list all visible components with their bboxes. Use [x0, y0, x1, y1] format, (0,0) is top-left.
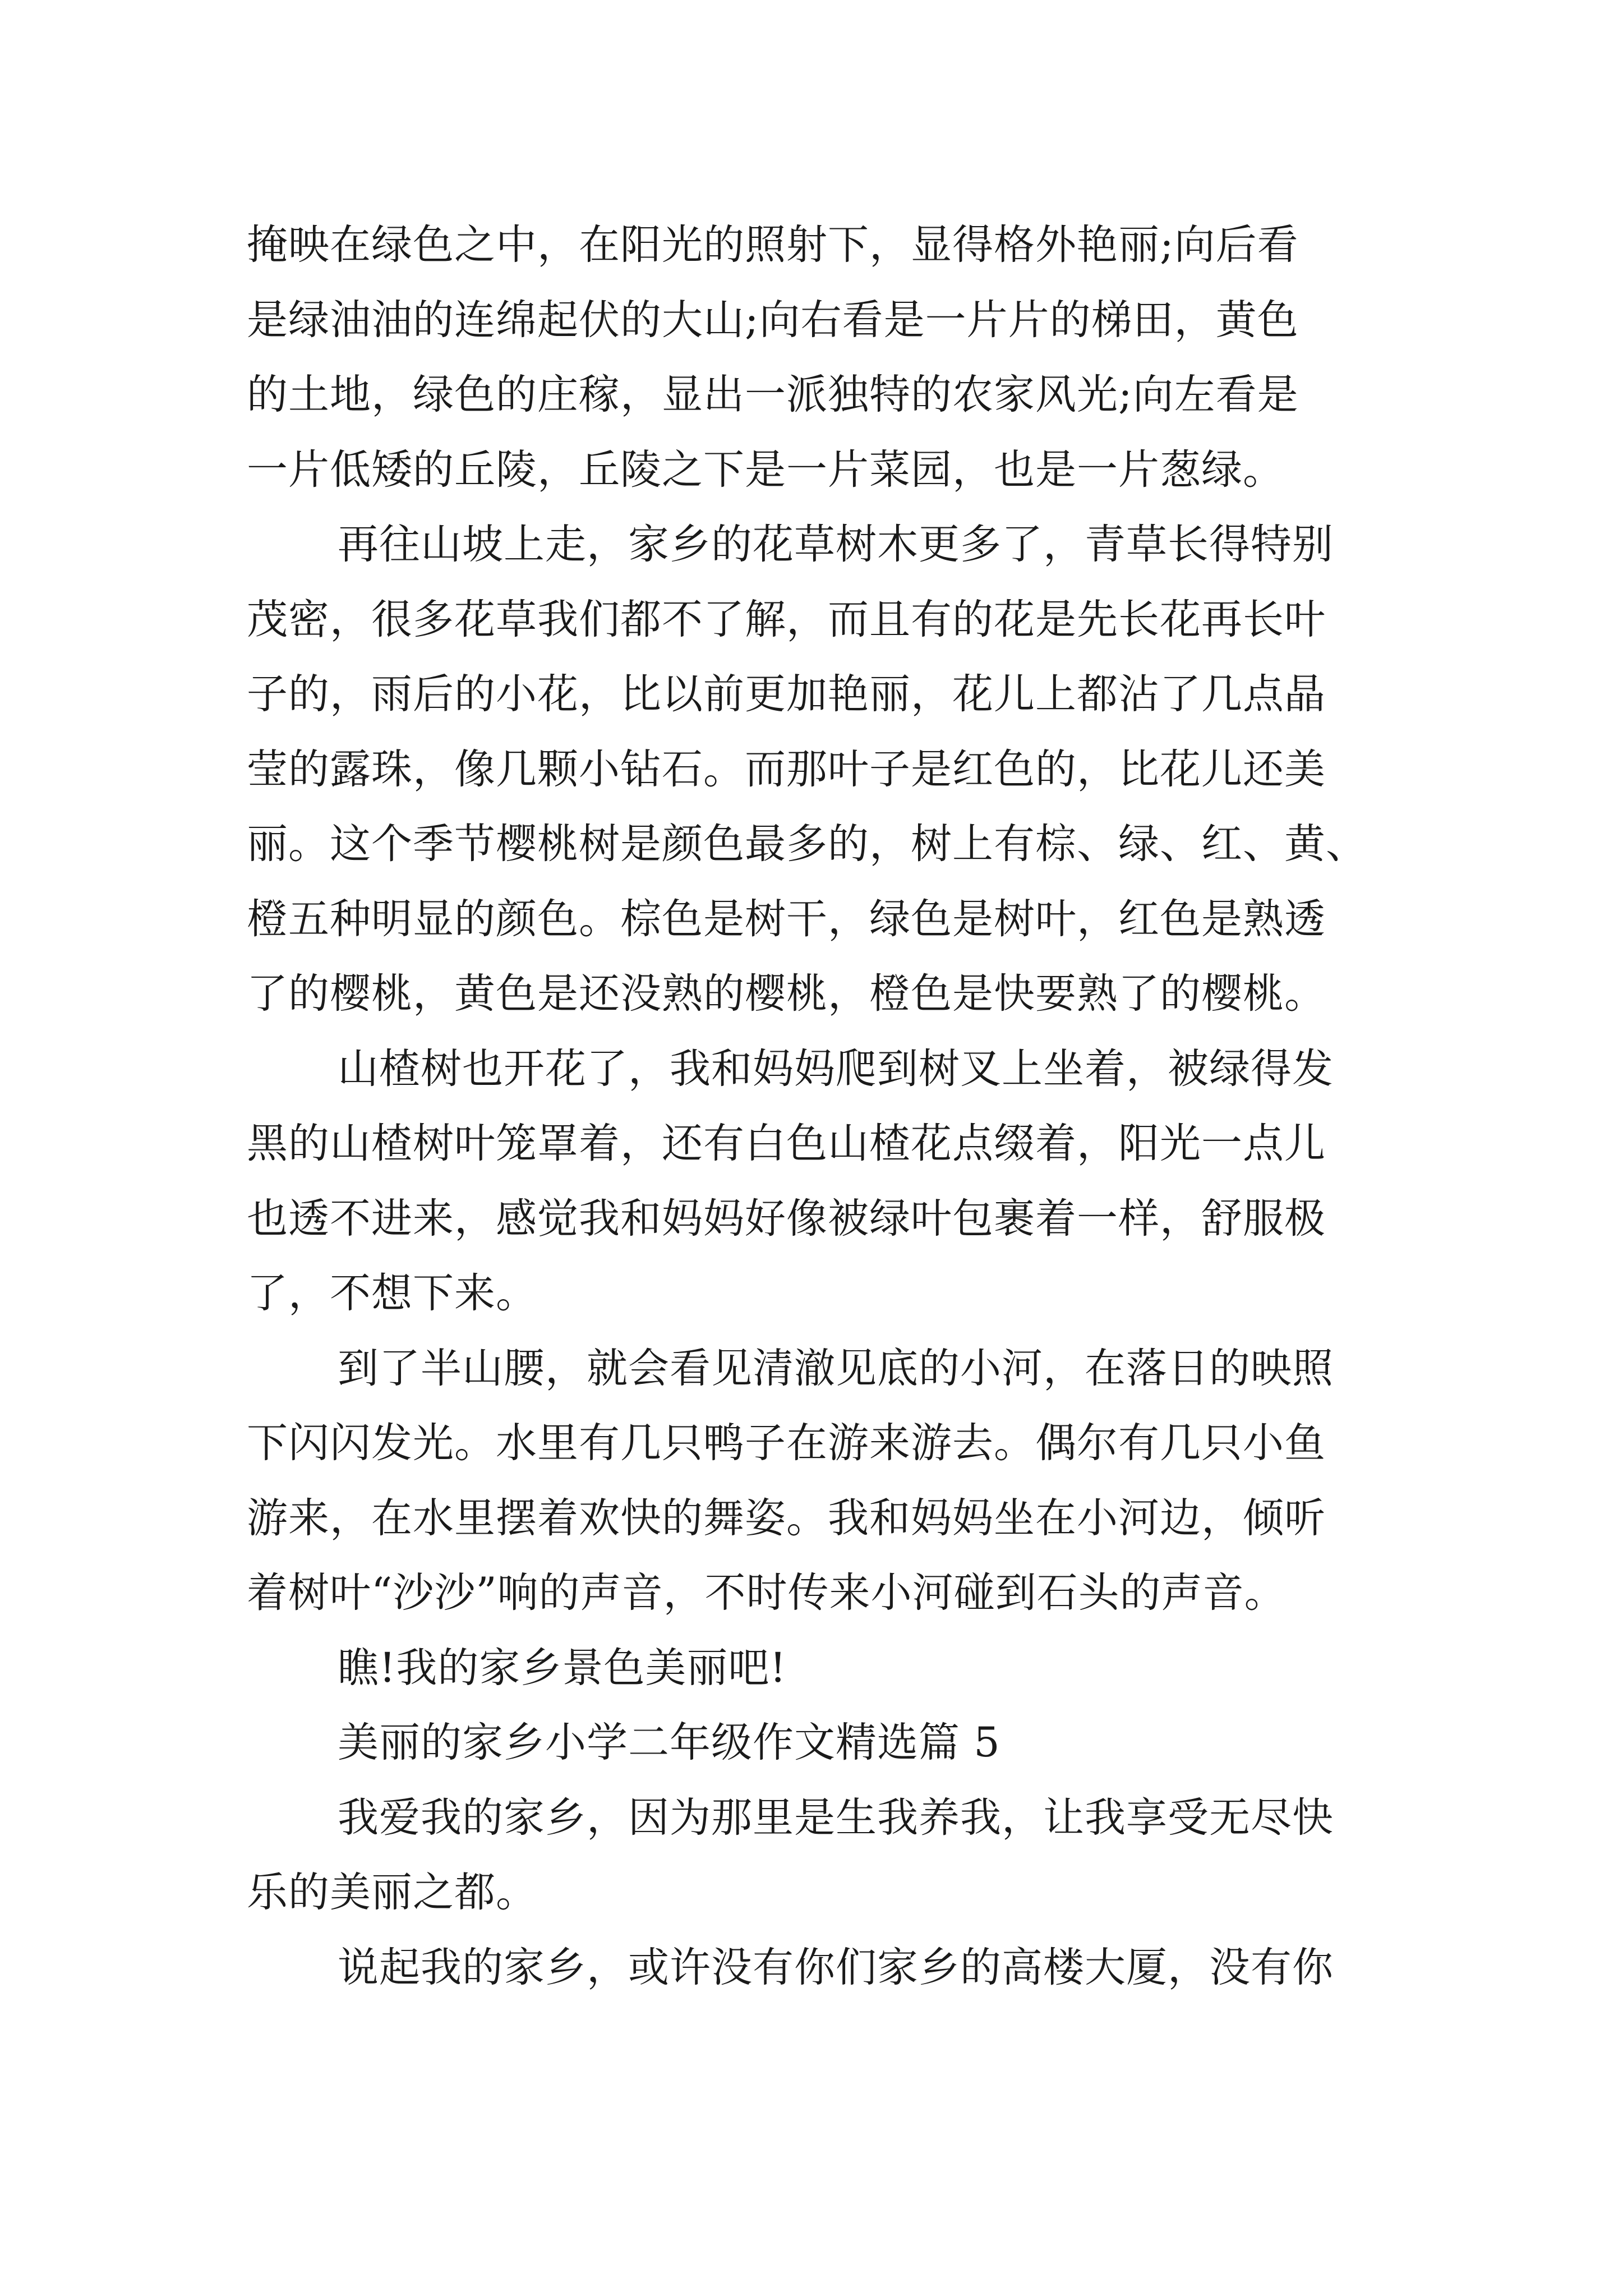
- paragraph-first-line: 山楂树也开花了，我和妈妈爬到树叉上坐着，被绿得发: [338, 1045, 1334, 1093]
- text-line: 一片低矮的丘陵，丘陵之下是一片菜园，也是一片葱绿。: [247, 445, 1284, 494]
- text-line: 也透不进来，感觉我和妈妈好像被绿叶包裹着一样，舒服极: [247, 1194, 1326, 1243]
- body-text: [247, 208, 1413, 2005]
- paragraph-first-line: 说起我的家乡，或许没有你们家乡的高楼大厦，没有你: [338, 1943, 1334, 1991]
- text-line: 是绿油油的连绵起伏的大山;向右看是一片片的梯田，黄色: [247, 296, 1299, 344]
- paragraph-first-line: 我爱我的家乡，因为那里是生我养我，让我享受无尽快: [338, 1793, 1334, 1842]
- text-line: 黑的山楂树叶笼罩着，还有白色山楂花点缀着，阳光一点儿: [247, 1120, 1326, 1167]
- text-line: 掩映在绿色之中，在阳光的照射下，显得格外艳丽;向后看: [247, 221, 1299, 269]
- text-line: 乐的美丽之都。: [247, 1869, 537, 1916]
- text-line: 莹的露珠，像几颗小钻石。而那叶子是红色的，比花儿还美: [247, 745, 1326, 793]
- text-line: 着树叶“沙沙”响的声音，不时传来小河碰到石头的声音。: [247, 1569, 1286, 1617]
- text-line: 茂密，很多花草我们都不了解，而且有的花是先长花再长叶: [247, 595, 1326, 643]
- paragraph-first-line: 再往山坡上走，家乡的花草树木更多了，青草长得特别: [338, 521, 1334, 568]
- text-line: 丽。这个季节樱桃树是颜色最多的，树上有棕、绿、红、黄、: [247, 820, 1367, 868]
- section-heading: 美丽的家乡小学二年级作文精选篇 5: [338, 1719, 1000, 1766]
- text-line: 游来，在水里摆着欢快的舞姿。我和妈妈坐在小河边，倾听: [247, 1494, 1326, 1542]
- text-line: 了，不想下来。: [247, 1269, 537, 1317]
- text-line: 子的，雨后的小花，比以前更加艳丽，花儿上都沾了几点晶: [247, 670, 1326, 718]
- paragraph-first-line: 瞧!我的家乡景色美丽吧!: [338, 1644, 787, 1692]
- text-line: 的土地，绿色的庄稼，显出一派独特的农家风光;向左看是: [247, 371, 1299, 418]
- text-line: 下闪闪发光。水里有几只鸭子在游来游去。偶尔有几只小鱼: [247, 1419, 1326, 1467]
- paragraph-first-line: 到了半山腰，就会看见清澈见底的小河，在落日的映照: [338, 1344, 1334, 1392]
- text-line: 橙五种明显的颜色。棕色是树干，绿色是树叶，红色是熟透: [247, 895, 1326, 943]
- text-line: 了的樱桃，黄色是还没熟的樱桃，橙色是快要熟了的樱桃。: [247, 970, 1326, 1018]
